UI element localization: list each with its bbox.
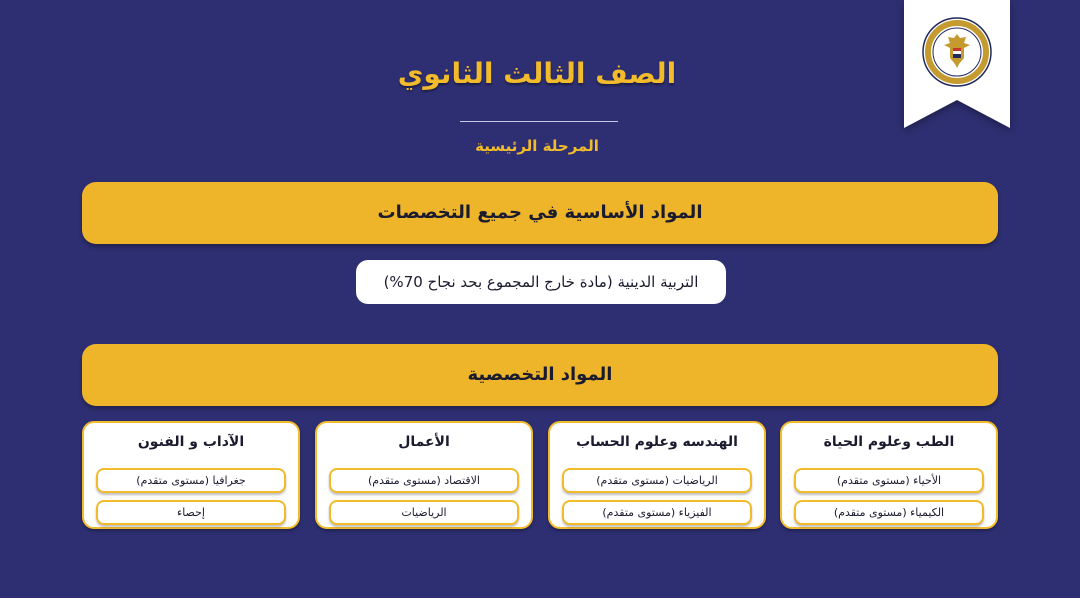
- subject-item: الكيمياء (مستوى متقدم): [794, 500, 984, 525]
- core-subjects-banner: المواد الأساسية في جميع التخصصات: [82, 182, 998, 244]
- track-card-business: [315, 421, 533, 529]
- track-card-engineering: [548, 421, 766, 529]
- ministry-logo-ribbon: [904, 0, 1010, 128]
- track-title: الطب وعلوم الحياة: [823, 434, 955, 450]
- page-subtitle: المرحلة الرئيسية: [475, 137, 599, 155]
- religious-education-pill: التربية الدينية (مادة خارج المجموع بحد نجاح 70%): [356, 260, 726, 304]
- subject-item: الفيزياء (مستوى متقدم): [562, 500, 752, 525]
- track-title: الهندسه وعلوم الحساب: [576, 434, 738, 450]
- subject-item: الرياضيات: [329, 500, 519, 525]
- subject-item: الرياضيات (مستوى متقدم): [562, 468, 752, 493]
- page-title: الصف الثالث الثانوي: [397, 57, 677, 90]
- subject-item: جغرافيا (مستوى متقدم): [96, 468, 286, 493]
- track-card-arts: [82, 421, 300, 529]
- track-title: الآداب و الفنون: [137, 434, 245, 450]
- subject-item: الاقتصاد (مستوى متقدم): [329, 468, 519, 493]
- specialized-subjects-banner: المواد التخصصية: [82, 344, 998, 406]
- track-card-medicine: [780, 421, 998, 529]
- title-divider: [460, 121, 618, 122]
- subject-item: الأحياء (مستوى متقدم): [794, 468, 984, 493]
- track-title: الأعمال: [398, 434, 450, 450]
- subject-item: إحصاء: [96, 500, 286, 525]
